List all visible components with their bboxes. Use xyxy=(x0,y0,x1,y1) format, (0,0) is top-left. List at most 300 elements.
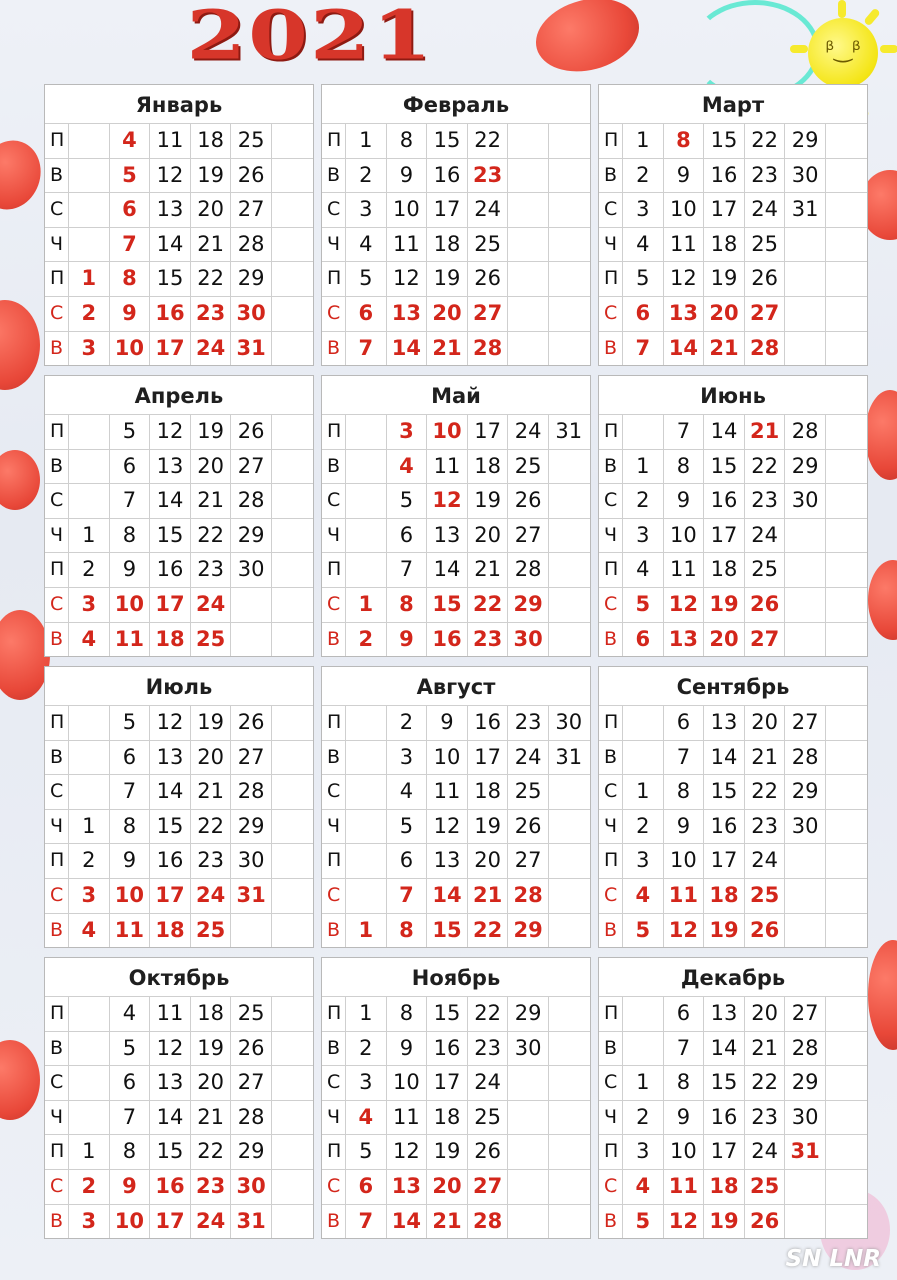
day-cell: 28 xyxy=(467,1205,508,1239)
day-cell: 22 xyxy=(744,450,785,484)
empty-cell xyxy=(622,741,663,775)
day-cell: 11 xyxy=(386,1101,427,1135)
day-cell: 23 xyxy=(467,1032,508,1066)
day-cell: 22 xyxy=(467,914,508,948)
day-cell: 15 xyxy=(149,1135,190,1169)
day-cell: 12 xyxy=(149,415,190,449)
week-row xyxy=(599,1169,867,1204)
day-cell: 9 xyxy=(663,1101,704,1135)
day-cell: 22 xyxy=(744,1066,785,1100)
empty-cell xyxy=(548,1032,589,1066)
day-cell: 9 xyxy=(109,553,150,587)
day-cell: 4 xyxy=(109,124,150,158)
day-cell: 15 xyxy=(703,775,744,809)
weekday-label: С xyxy=(604,883,618,906)
empty-cell xyxy=(271,1101,312,1135)
empty-cell xyxy=(271,997,312,1031)
week-row xyxy=(322,843,590,878)
empty-cell xyxy=(271,623,312,657)
empty-cell xyxy=(548,1205,589,1239)
day-cell: 17 xyxy=(426,193,467,227)
day-cell: 26 xyxy=(507,484,548,518)
empty-cell xyxy=(271,553,312,587)
empty-cell xyxy=(68,1032,109,1066)
day-cell: 15 xyxy=(426,914,467,948)
day-cell: 8 xyxy=(386,997,427,1031)
empty-cell xyxy=(548,1101,589,1135)
week-row xyxy=(45,158,313,193)
weekday-label: В xyxy=(327,918,341,941)
empty-cell xyxy=(507,124,548,158)
week-row xyxy=(322,227,590,262)
day-cell: 6 xyxy=(345,1170,386,1204)
day-cell: 8 xyxy=(386,588,427,622)
day-cell: 27 xyxy=(230,193,271,227)
day-cell: 3 xyxy=(622,1135,663,1169)
day-cell: 20 xyxy=(426,1170,467,1204)
month-name: Апрель xyxy=(134,384,224,408)
day-cell: 29 xyxy=(230,519,271,553)
heart-decoration xyxy=(0,1040,40,1120)
week-row xyxy=(599,587,867,622)
day-cell: 7 xyxy=(386,879,427,913)
sun-icon: ᵝ‿ᵝ xyxy=(808,18,878,88)
day-cell: 1 xyxy=(622,1066,663,1100)
day-cell: 25 xyxy=(190,623,231,657)
empty-cell xyxy=(825,519,866,553)
day-cell: 21 xyxy=(426,332,467,366)
day-cell: 13 xyxy=(426,519,467,553)
weekday-label: Ч xyxy=(327,232,341,255)
week-row xyxy=(45,414,313,449)
empty-cell xyxy=(345,706,386,740)
day-cell: 25 xyxy=(507,450,548,484)
weekday-label: С xyxy=(327,489,341,512)
week-row xyxy=(322,296,590,331)
week-row xyxy=(599,622,867,657)
day-cell: 19 xyxy=(426,1135,467,1169)
empty-cell xyxy=(825,1066,866,1100)
day-cell: 8 xyxy=(109,1135,150,1169)
weekday-label: П xyxy=(327,1140,342,1163)
heart-decoration xyxy=(0,300,40,390)
empty-cell xyxy=(345,450,386,484)
empty-cell xyxy=(548,297,589,331)
weekday-label: С xyxy=(327,301,341,324)
day-cell: 10 xyxy=(109,1205,150,1239)
weekday-label: С xyxy=(604,780,618,803)
day-cell: 23 xyxy=(190,297,231,331)
day-cell: 24 xyxy=(190,588,231,622)
day-cell: 27 xyxy=(507,844,548,878)
empty-cell xyxy=(271,297,312,331)
day-cell: 1 xyxy=(68,262,109,296)
day-cell: 18 xyxy=(149,623,190,657)
empty-cell xyxy=(825,623,866,657)
empty-cell xyxy=(784,332,825,366)
empty-cell xyxy=(825,262,866,296)
day-cell: 10 xyxy=(426,415,467,449)
day-cell: 24 xyxy=(744,519,785,553)
weekday-label: В xyxy=(327,1036,341,1059)
weekday-label: В xyxy=(604,336,618,359)
weekday-label: В xyxy=(50,163,64,186)
day-cell: 31 xyxy=(784,193,825,227)
week-row xyxy=(45,552,313,587)
empty-cell xyxy=(271,775,312,809)
week-row xyxy=(45,587,313,622)
day-cell: 28 xyxy=(230,484,271,518)
week-row xyxy=(45,843,313,878)
day-cell: 21 xyxy=(744,741,785,775)
weekday-label: П xyxy=(604,1140,619,1163)
day-cell: 24 xyxy=(744,844,785,878)
week-row xyxy=(45,227,313,262)
day-cell: 3 xyxy=(345,1066,386,1100)
month-name: Июль xyxy=(145,675,213,699)
day-cell: 10 xyxy=(426,741,467,775)
month-table xyxy=(44,84,314,366)
week-row xyxy=(322,587,590,622)
day-cell: 15 xyxy=(703,1066,744,1100)
weekday-label: В xyxy=(327,745,341,768)
weekday-label: П xyxy=(50,129,65,151)
day-cell: 23 xyxy=(190,844,231,878)
day-cell: 17 xyxy=(149,1205,190,1239)
day-cell: 16 xyxy=(703,484,744,518)
day-cell: 6 xyxy=(622,623,663,657)
empty-cell xyxy=(622,1032,663,1066)
day-cell: 27 xyxy=(507,519,548,553)
day-cell: 13 xyxy=(663,297,704,331)
day-cell: 4 xyxy=(386,450,427,484)
day-cell: 31 xyxy=(230,879,271,913)
watermark: SN LNR xyxy=(785,1246,881,1272)
empty-cell xyxy=(271,519,312,553)
weekday-label: С xyxy=(327,780,341,803)
day-cell: 29 xyxy=(507,588,548,622)
day-cell: 16 xyxy=(703,810,744,844)
sun-ray xyxy=(880,45,897,53)
day-cell: 8 xyxy=(663,124,704,158)
day-cell: 1 xyxy=(622,450,663,484)
day-cell: 16 xyxy=(426,623,467,657)
day-cell: 2 xyxy=(68,844,109,878)
weekday-label: С xyxy=(327,883,341,906)
day-cell: 31 xyxy=(548,415,589,449)
day-cell: 16 xyxy=(149,553,190,587)
empty-cell xyxy=(784,588,825,622)
weekday-label: С xyxy=(50,883,64,906)
day-cell: 14 xyxy=(386,332,427,366)
day-cell: 8 xyxy=(386,914,427,948)
day-cell: 3 xyxy=(622,519,663,553)
day-cell: 4 xyxy=(68,623,109,657)
week-row xyxy=(45,518,313,553)
empty-cell xyxy=(825,741,866,775)
day-cell: 10 xyxy=(386,1066,427,1100)
day-cell: 18 xyxy=(703,553,744,587)
day-cell: 25 xyxy=(230,124,271,158)
day-cell: 25 xyxy=(230,997,271,1031)
week-row xyxy=(322,913,590,948)
weekday-label: П xyxy=(50,1140,65,1163)
day-cell: 30 xyxy=(784,159,825,193)
month-table xyxy=(598,84,868,366)
week-row xyxy=(599,1031,867,1066)
day-cell: 20 xyxy=(190,1066,231,1100)
day-cell: 26 xyxy=(230,159,271,193)
year-title: 2021 xyxy=(186,0,434,75)
week-row xyxy=(322,414,590,449)
empty-cell xyxy=(784,297,825,331)
day-cell: 15 xyxy=(426,588,467,622)
day-cell: 4 xyxy=(109,997,150,1031)
weekday-label: Ч xyxy=(327,814,341,837)
day-cell: 11 xyxy=(663,879,704,913)
day-cell: 11 xyxy=(149,997,190,1031)
weekday-label: В xyxy=(604,1036,618,1059)
weekday-label: П xyxy=(50,267,65,290)
empty-cell xyxy=(68,741,109,775)
day-cell: 24 xyxy=(467,193,508,227)
day-cell: 6 xyxy=(109,741,150,775)
empty-cell xyxy=(271,810,312,844)
day-cell: 30 xyxy=(230,844,271,878)
day-cell: 18 xyxy=(190,997,231,1031)
week-row xyxy=(322,331,590,366)
week-row xyxy=(599,192,867,227)
week-row xyxy=(599,449,867,484)
empty-cell xyxy=(345,553,386,587)
weekday-label: В xyxy=(604,163,618,186)
day-cell: 21 xyxy=(426,1205,467,1239)
weekday-label: П xyxy=(604,558,619,581)
week-row xyxy=(45,774,313,809)
empty-cell xyxy=(825,706,866,740)
empty-cell xyxy=(271,879,312,913)
empty-cell xyxy=(784,553,825,587)
day-cell: 22 xyxy=(744,775,785,809)
empty-cell xyxy=(271,1032,312,1066)
day-cell: 7 xyxy=(345,1205,386,1239)
empty-cell xyxy=(230,623,271,657)
day-cell: 18 xyxy=(703,228,744,262)
weekday-label: П xyxy=(327,849,342,872)
day-cell: 16 xyxy=(703,1101,744,1135)
day-cell: 19 xyxy=(190,1032,231,1066)
week-row xyxy=(322,1031,590,1066)
day-cell: 6 xyxy=(109,450,150,484)
empty-cell xyxy=(507,1170,548,1204)
weekday-label: С xyxy=(50,1071,64,1094)
day-cell: 18 xyxy=(703,1170,744,1204)
day-cell: 24 xyxy=(190,1205,231,1239)
empty-cell xyxy=(825,124,866,158)
day-cell: 24 xyxy=(507,741,548,775)
day-cell: 28 xyxy=(744,332,785,366)
day-cell: 16 xyxy=(149,297,190,331)
day-cell: 23 xyxy=(507,706,548,740)
empty-cell xyxy=(825,553,866,587)
day-cell: 21 xyxy=(467,553,508,587)
empty-cell xyxy=(784,519,825,553)
week-row xyxy=(45,261,313,296)
weekday-label: П xyxy=(50,420,65,442)
empty-cell xyxy=(271,193,312,227)
day-cell: 9 xyxy=(386,159,427,193)
heart-decoration xyxy=(0,610,50,700)
day-cell: 25 xyxy=(467,228,508,262)
week-row xyxy=(45,740,313,775)
day-cell: 22 xyxy=(190,1135,231,1169)
heart-decoration xyxy=(868,560,897,640)
empty-cell xyxy=(507,228,548,262)
day-cell: 30 xyxy=(507,1032,548,1066)
day-cell: 9 xyxy=(109,844,150,878)
week-row xyxy=(599,705,867,740)
day-cell: 1 xyxy=(345,914,386,948)
weekday-label: В xyxy=(327,627,341,650)
week-row xyxy=(322,740,590,775)
empty-cell xyxy=(345,519,386,553)
day-cell: 19 xyxy=(190,415,231,449)
day-cell: 27 xyxy=(230,450,271,484)
weekday-label: В xyxy=(604,918,618,941)
day-cell: 10 xyxy=(386,193,427,227)
month-table xyxy=(321,957,591,1239)
day-cell: 4 xyxy=(622,879,663,913)
weekday-label: С xyxy=(604,592,618,615)
empty-cell xyxy=(548,332,589,366)
day-cell: 28 xyxy=(230,1101,271,1135)
day-cell: 22 xyxy=(467,124,508,158)
empty-cell xyxy=(507,1101,548,1135)
week-row xyxy=(322,1065,590,1100)
day-cell: 24 xyxy=(744,193,785,227)
day-cell: 20 xyxy=(426,297,467,331)
weekday-label: В xyxy=(50,1036,64,1059)
day-cell: 2 xyxy=(622,484,663,518)
day-cell: 29 xyxy=(784,450,825,484)
day-cell: 13 xyxy=(663,623,704,657)
week-row xyxy=(45,123,313,158)
empty-cell xyxy=(507,332,548,366)
empty-cell xyxy=(271,1170,312,1204)
month-name: Сентябрь xyxy=(676,675,790,699)
empty-cell xyxy=(784,262,825,296)
heart-decoration xyxy=(528,0,648,82)
day-cell: 14 xyxy=(426,879,467,913)
day-cell: 3 xyxy=(68,588,109,622)
day-cell: 9 xyxy=(663,159,704,193)
day-cell: 14 xyxy=(149,484,190,518)
day-cell: 2 xyxy=(345,1032,386,1066)
day-cell: 13 xyxy=(703,706,744,740)
day-cell: 31 xyxy=(230,332,271,366)
day-cell: 9 xyxy=(663,810,704,844)
day-cell: 12 xyxy=(386,262,427,296)
day-cell: 17 xyxy=(703,844,744,878)
day-cell: 24 xyxy=(744,1135,785,1169)
day-cell: 16 xyxy=(149,844,190,878)
day-cell: 12 xyxy=(426,810,467,844)
empty-cell xyxy=(68,484,109,518)
week-row xyxy=(599,483,867,518)
week-row xyxy=(45,913,313,948)
week-row xyxy=(45,1169,313,1204)
day-cell: 30 xyxy=(230,1170,271,1204)
weekday-label: Ч xyxy=(50,1105,64,1128)
week-row xyxy=(45,1065,313,1100)
sun-ray xyxy=(863,8,881,27)
day-cell: 13 xyxy=(386,1170,427,1204)
day-cell: 16 xyxy=(426,159,467,193)
day-cell: 6 xyxy=(663,706,704,740)
empty-cell xyxy=(68,159,109,193)
empty-cell xyxy=(548,1170,589,1204)
day-cell: 4 xyxy=(68,914,109,948)
weekday-label: Ч xyxy=(604,232,618,255)
weekday-label: Ч xyxy=(327,523,341,546)
day-cell: 25 xyxy=(744,879,785,913)
day-cell: 6 xyxy=(663,997,704,1031)
empty-cell xyxy=(548,997,589,1031)
day-cell: 12 xyxy=(149,706,190,740)
day-cell: 13 xyxy=(703,997,744,1031)
day-cell: 6 xyxy=(109,193,150,227)
weekday-label: В xyxy=(327,1209,341,1232)
day-cell: 10 xyxy=(663,193,704,227)
week-row xyxy=(322,192,590,227)
empty-cell xyxy=(271,706,312,740)
day-cell: 26 xyxy=(744,1205,785,1239)
day-cell: 25 xyxy=(744,553,785,587)
day-cell: 21 xyxy=(190,1101,231,1135)
heart-decoration xyxy=(0,132,50,218)
day-cell: 1 xyxy=(622,775,663,809)
day-cell: 15 xyxy=(426,997,467,1031)
day-cell: 6 xyxy=(109,1066,150,1100)
day-cell: 9 xyxy=(663,484,704,518)
day-cell: 2 xyxy=(68,1170,109,1204)
day-cell: 8 xyxy=(109,262,150,296)
day-cell: 17 xyxy=(149,588,190,622)
day-cell: 25 xyxy=(744,228,785,262)
day-cell: 10 xyxy=(109,879,150,913)
empty-cell xyxy=(271,741,312,775)
day-cell: 8 xyxy=(663,775,704,809)
day-cell: 14 xyxy=(149,228,190,262)
day-cell: 1 xyxy=(345,124,386,158)
empty-cell xyxy=(825,588,866,622)
day-cell: 28 xyxy=(230,775,271,809)
empty-cell xyxy=(548,1066,589,1100)
day-cell: 27 xyxy=(744,623,785,657)
week-row xyxy=(45,705,313,740)
empty-cell xyxy=(784,623,825,657)
day-cell: 5 xyxy=(345,1135,386,1169)
day-cell: 3 xyxy=(68,879,109,913)
empty-cell xyxy=(548,484,589,518)
day-cell: 10 xyxy=(663,519,704,553)
day-cell: 12 xyxy=(663,914,704,948)
weekday-label: В xyxy=(50,627,64,650)
weekday-label: В xyxy=(50,745,64,768)
day-cell: 15 xyxy=(149,519,190,553)
day-cell: 29 xyxy=(784,1066,825,1100)
day-cell: 9 xyxy=(109,1170,150,1204)
